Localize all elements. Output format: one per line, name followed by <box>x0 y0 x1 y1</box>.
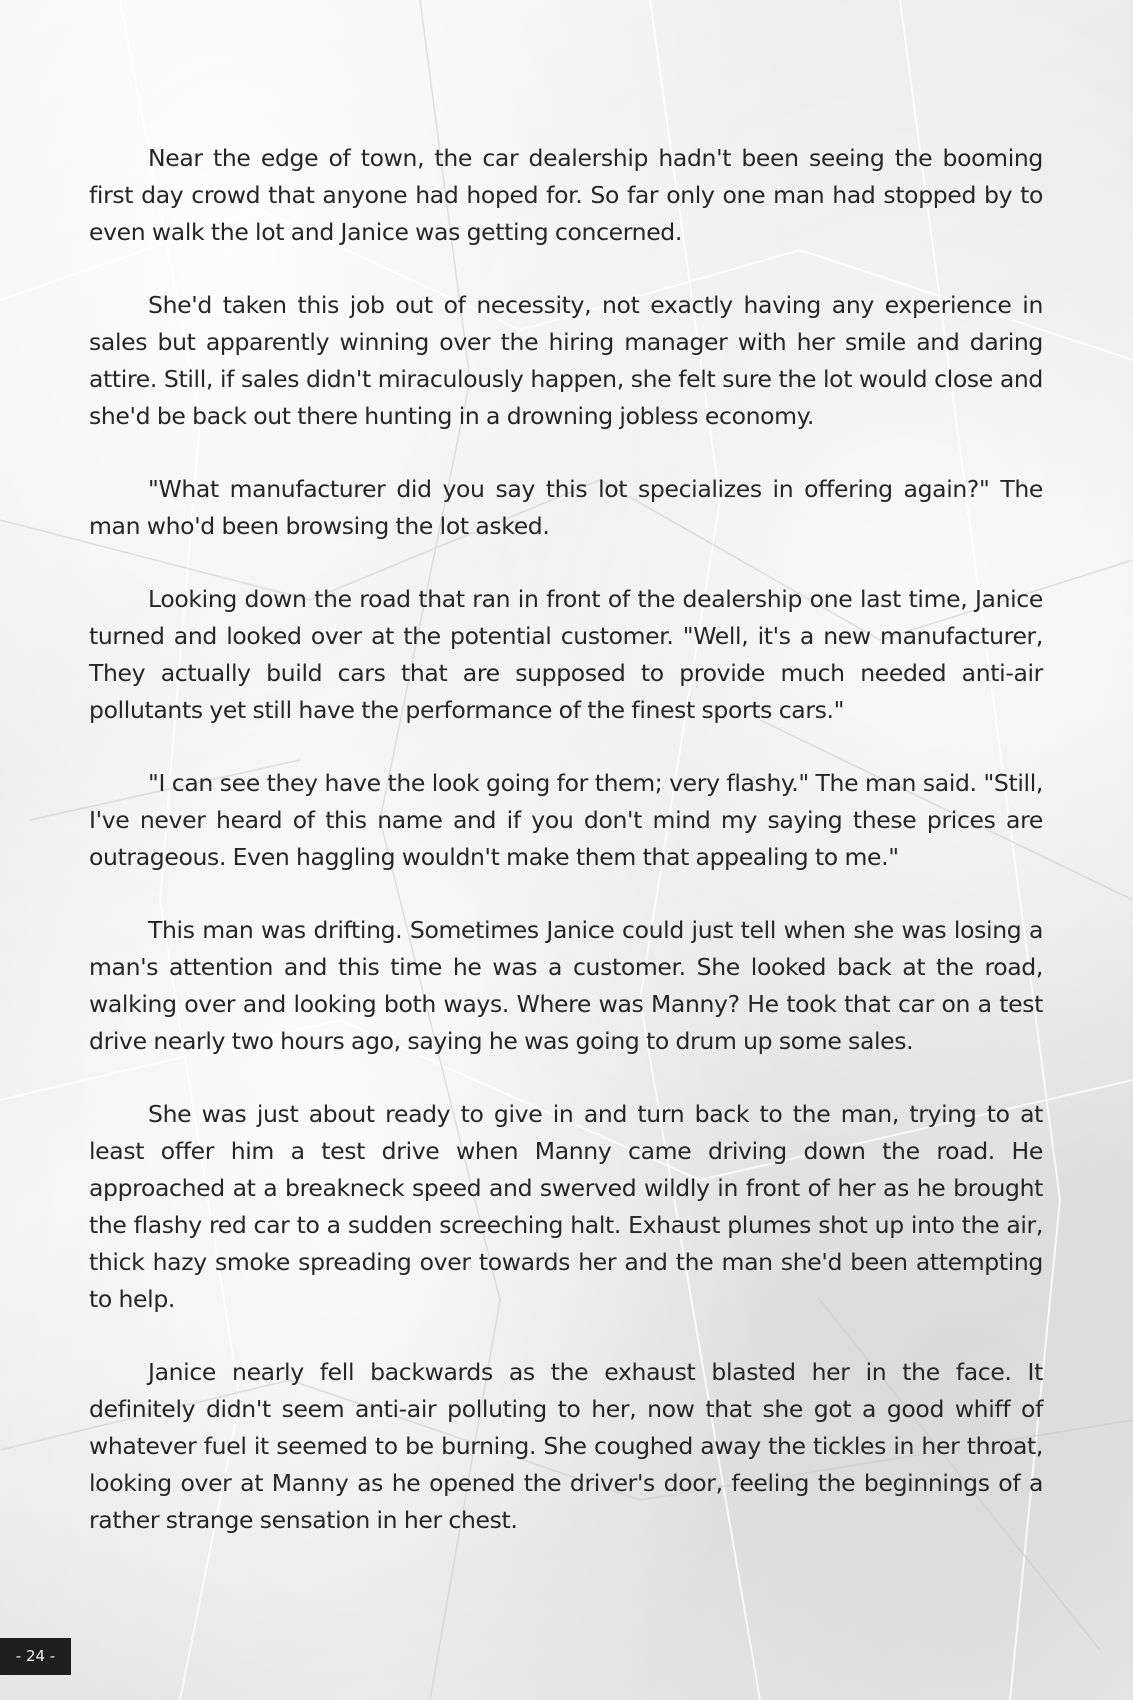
paragraph-4: Looking down the road that ran in front of the dealership one last time, Janice turned and looked over at the potential customer. "Well, it's a new manufacturer, They actually build cars that are supposed to provide much needed anti-air pollutants yet still have the performance of the finest sports cars." <box>89 585 1043 724</box>
story-text <box>89 140 1043 1575</box>
paragraph-1: Near the edge of town, the car dealership hadn't been seeing the booming first day crowd that anyone had hoped for. So far only one man had stopped by to even walk the lot and Janice was getting concerned. <box>89 144 1043 246</box>
paragraph-6: This man was drifting. Sometimes Janice could just tell when she was losing a man's attention and this time he was a customer. She looked back at the road, walking over and looking both ways. Where was Manny? He took that car on a test drive nearly two hours ago, saying he was going to drum up some sales. <box>89 916 1043 1055</box>
paragraph-7: She was just about ready to give in and turn back to the man, trying to at least offer him a test drive when Manny came driving down the road. He approached at a breakneck speed and swerved wildly in front of her as he brought the flashy red car to a sudden screeching halt. Exhaust plumes shot up into the air, thick hazy smoke spreading over towards her and the man she'd been attempting to help. <box>89 1100 1043 1313</box>
paragraph-5: "I can see they have the look going for them; very flashy." The man said. "Still, I've never heard of this name and if you don't mind my saying these prices are outrageous. Even haggling wouldn't make them that appealing to me." <box>89 769 1043 871</box>
page-number-badge: - 24 - <box>0 1638 71 1675</box>
paragraph-8: Janice nearly fell backwards as the exhaust blasted her in the face. It definitely didn't seem anti-air polluting to her, now that she got a good whiff of whatever fuel it seemed to be burning. She coughed away the tickles in her throat, looking over at Manny as he opened the driver's door, feeling the beginnings of a rather strange sensation in her chest. <box>89 1358 1043 1534</box>
paragraph-3: "What manufacturer did you say this lot specializes in offering again?" The man who'd been browsing the lot asked. <box>89 475 1043 540</box>
paragraph-2: She'd taken this job out of necessity, not exactly having any experience in sales but apparently winning over the hiring manager with her smile and daring attire. Still, if sales didn't miraculously happen, she felt sure the lot would close and she'd be back out there hunting in a drowning jobless economy. <box>89 291 1043 430</box>
